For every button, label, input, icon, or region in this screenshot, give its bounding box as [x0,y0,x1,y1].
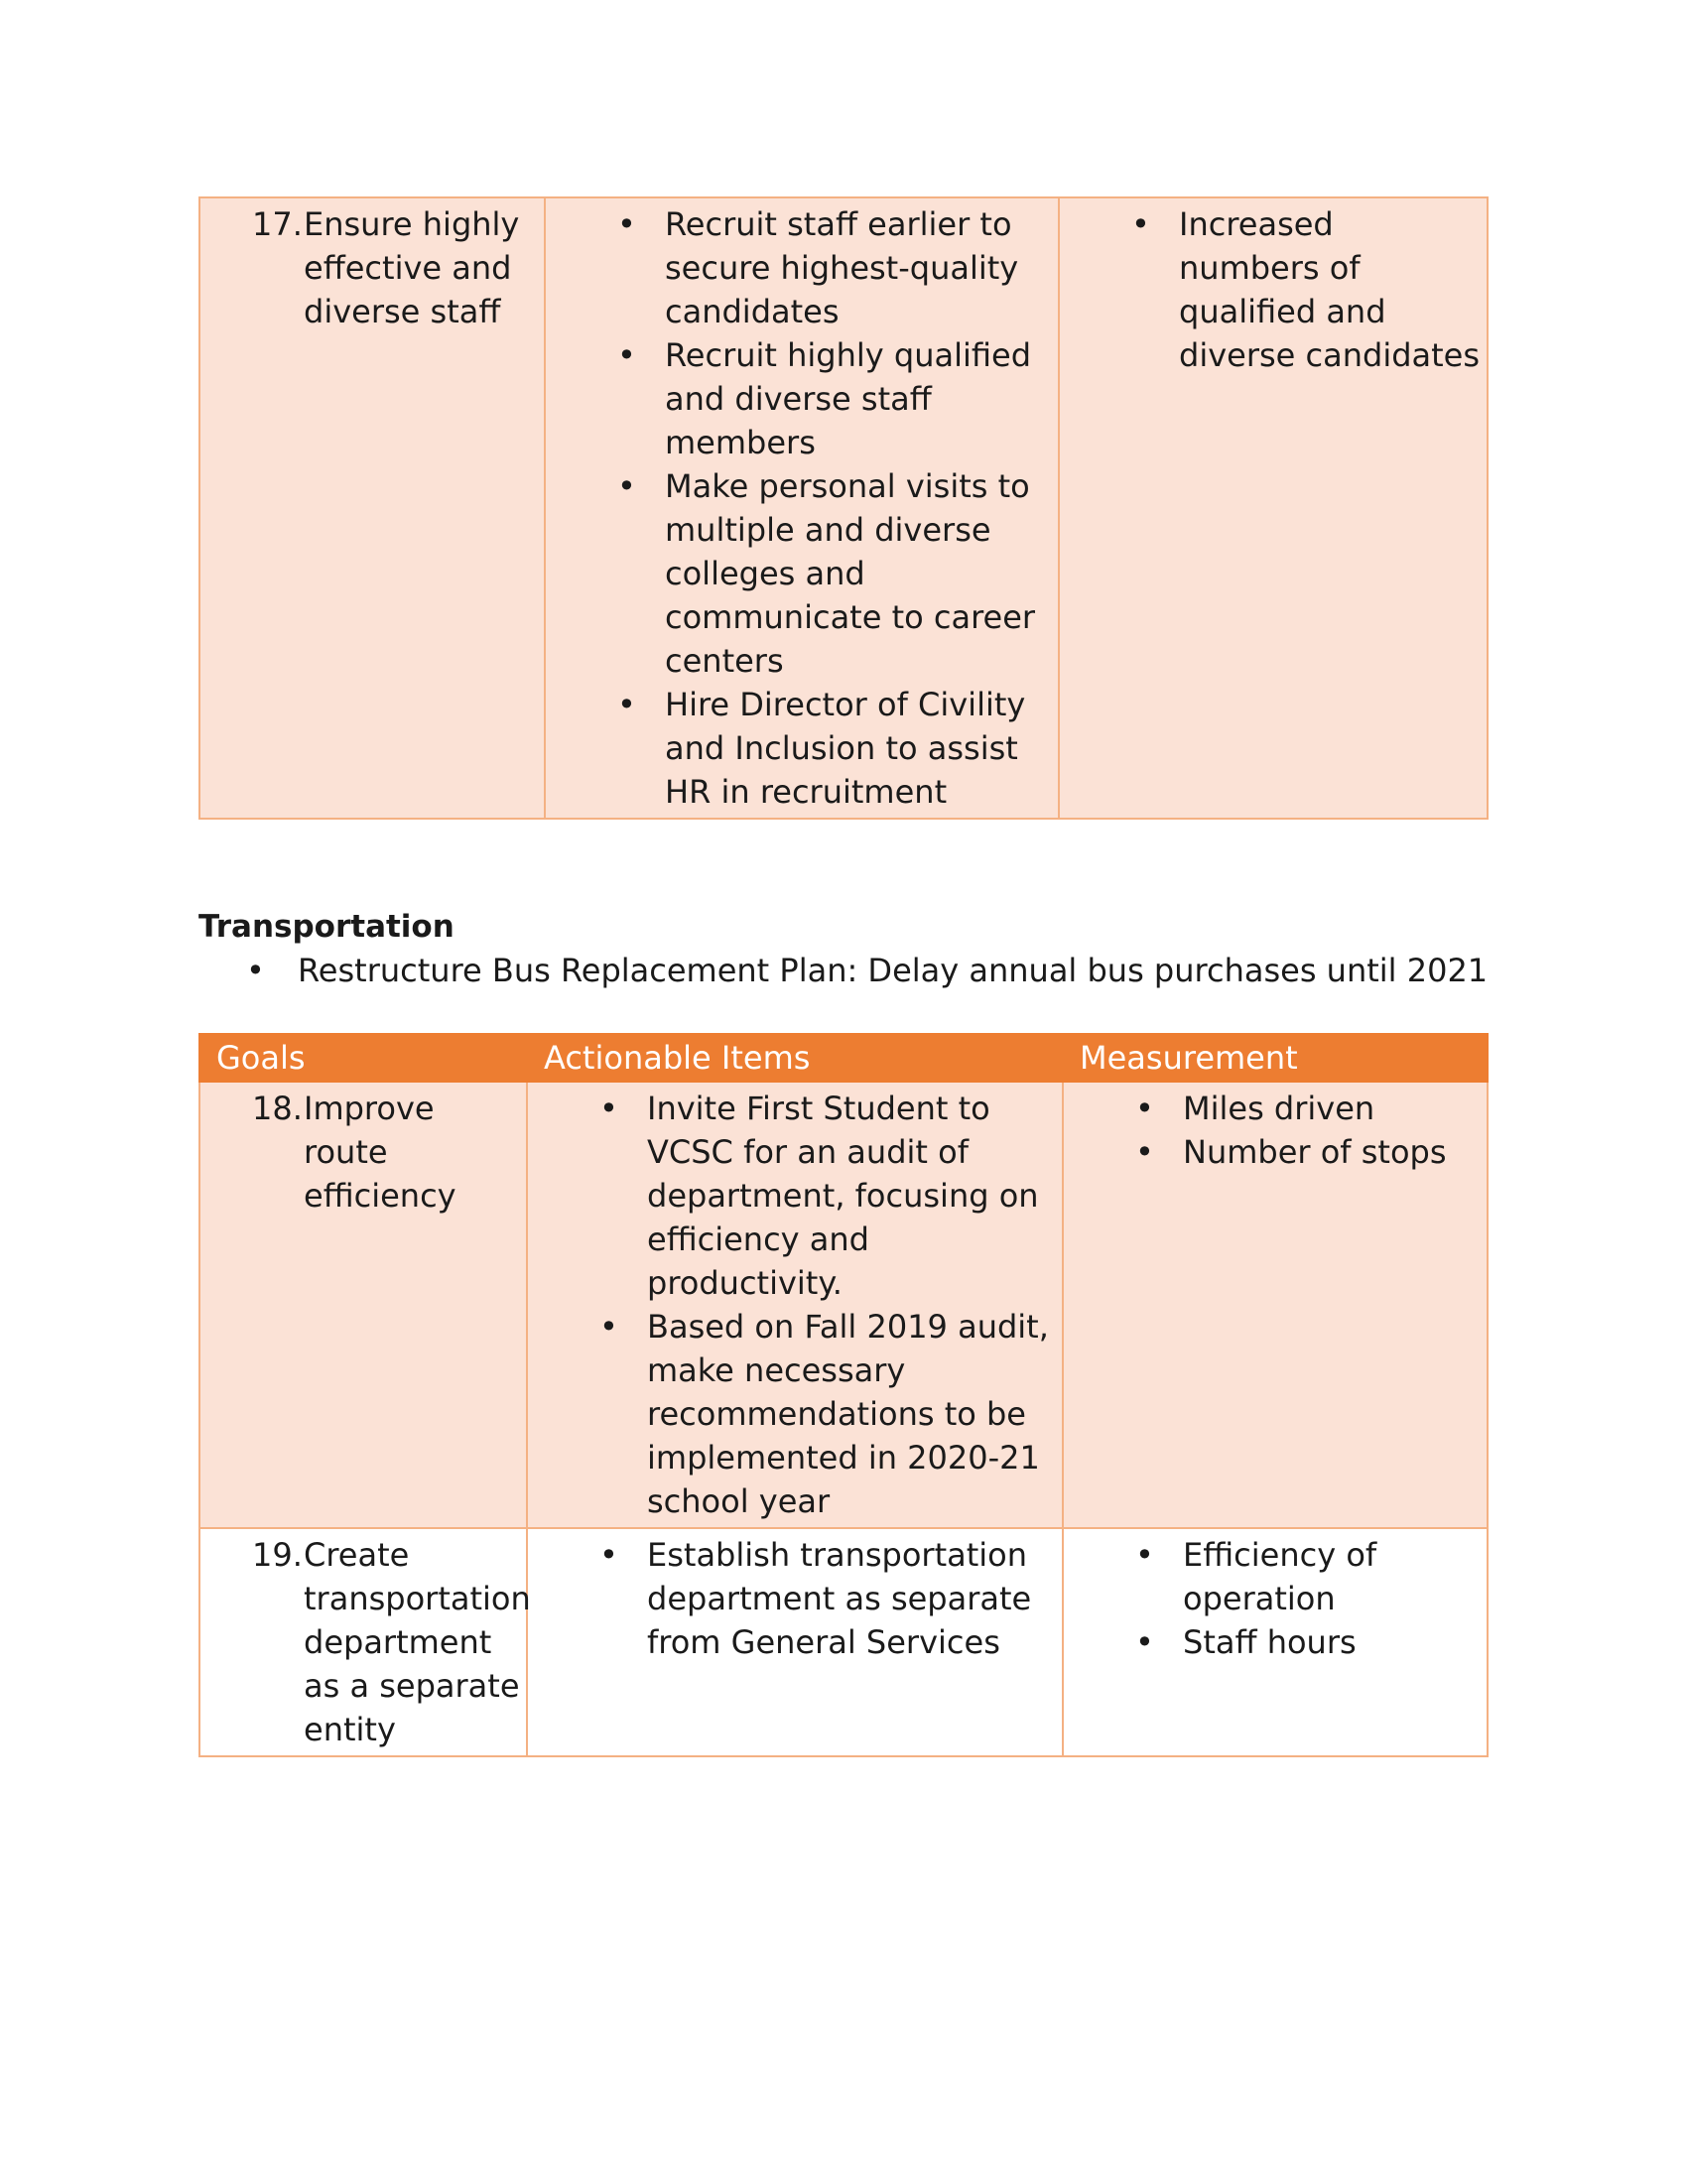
list-item: • Miles driven [1183,1087,1481,1130]
list-item: • Invite First Student to VCSC for an audit of department, focusing on efficiency and productivity. [647,1087,1056,1305]
list-item: • Efficiency of operation [1183,1533,1481,1620]
goal-text: Ensure highly effective and diverse staff [304,205,520,330]
table-row [199,197,1488,819]
list-item: • Based on Fall 2019 audit, make necessary recommendations to be implemented in 2020-21 school year [647,1305,1056,1523]
actionable-items-list [528,1083,1062,1527]
measurement-list [1060,198,1487,381]
list-item: • Recruit highly qualified and diverse staff members [665,333,1052,464]
goal-number: 18. [252,1090,303,1127]
transportation-goals-table [198,1033,1489,1757]
list-item: • Recruit staff earlier to secure highest-quality candidates [665,202,1052,333]
staffing-goals-table [198,196,1489,820]
measurement-cell [1063,1082,1488,1528]
goal-cell [199,1082,527,1528]
goal-text: Create transportation department as a separate entity [304,1536,531,1748]
column-header-measurement: Measurement [1063,1034,1488,1082]
list-item: • Number of stops [1183,1130,1481,1174]
list-item: • Establish transportation department as separate from General Services [647,1533,1056,1664]
column-header-goals: Goals [199,1034,527,1082]
section-bullet-text: Restructure Bus Replacement Plan: Delay annual bus purchases until 2021 [298,952,1489,989]
actionable-items-cell [527,1082,1063,1528]
actionable-items-list [546,198,1058,818]
actionable-items-cell [527,1528,1063,1756]
list-item: • Make personal visits to multiple and diverse colleges and communicate to career centers [665,464,1052,683]
table-row [199,1082,1488,1528]
goal-number: 17. [252,205,303,243]
list-item: • Staff hours [1183,1620,1481,1664]
measurement-list [1064,1083,1487,1178]
goal-text: Improve route efficiency [304,1090,456,1215]
actionable-items-cell [545,197,1059,819]
list-item: • Increased numbers of qualified and diverse candidates [1179,202,1481,377]
goal-number: 19. [252,1536,303,1574]
measurement-cell [1063,1528,1488,1756]
table-row [199,1528,1488,1756]
table-header-row [199,1034,1488,1082]
section-title: Transportation [198,909,454,945]
actionable-items-list [528,1529,1062,1668]
bullet-icon: • [246,952,265,989]
measurement-list [1064,1529,1487,1668]
measurement-cell [1059,197,1488,819]
goal-cell [199,197,545,819]
list-item: • Hire Director of Civility and Inclusion to assist HR in recruitment [665,683,1052,814]
goal-cell [199,1528,531,1756]
column-header-actionable-items: Actionable Items [527,1034,1063,1082]
